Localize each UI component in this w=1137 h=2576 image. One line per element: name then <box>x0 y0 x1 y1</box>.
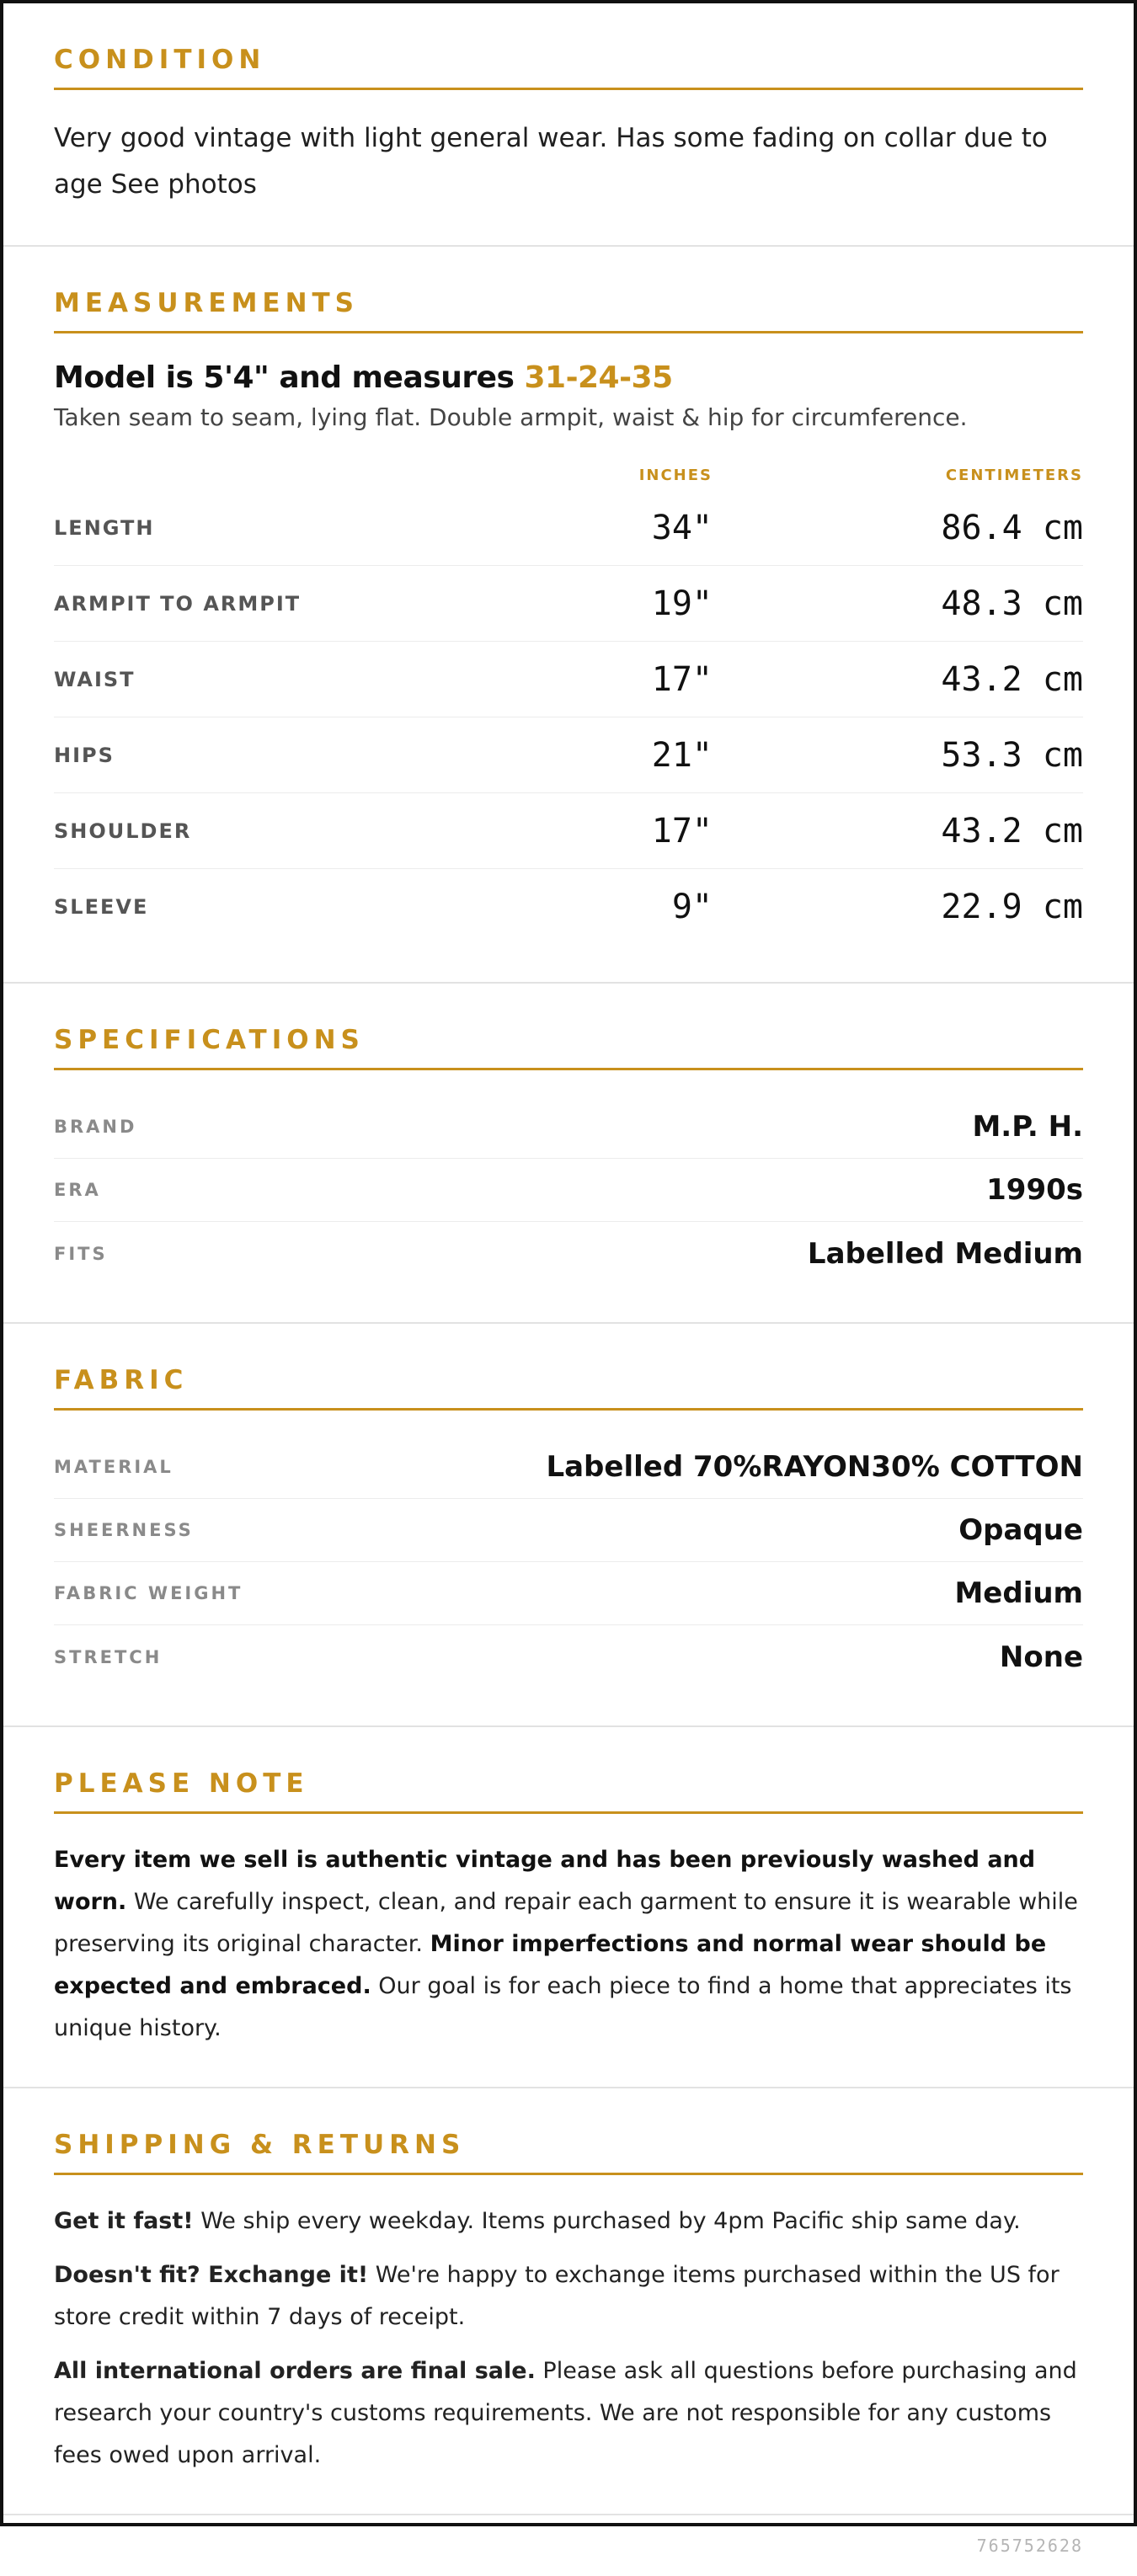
specifications-heading: SPECIFICATIONS <box>54 1024 1083 1070</box>
note-bold-2: Minor imperfections and normal wear should be expected and embraced. <box>54 1931 1047 1999</box>
note-text-2: Our goal is for each piece to find a home that appreciates its unique history. <box>54 1973 1072 2041</box>
fabric-heading: FABRIC <box>54 1364 1083 1411</box>
list-item <box>54 1159 1083 1222</box>
table-row <box>54 869 1083 945</box>
product-code: 765752628 <box>976 2536 1083 2556</box>
measurement-label: HIPS <box>54 743 115 767</box>
measurement-cm: 22.9 cm <box>941 888 1083 926</box>
measurement-cm: 43.2 cm <box>941 811 1083 851</box>
fabric-key: FABRIC WEIGHT <box>54 1583 243 1603</box>
model-prefix: Model is 5'4" and measures <box>54 360 525 395</box>
specifications-list <box>54 1096 1083 1285</box>
measurement-inches: 9" <box>671 888 713 926</box>
measurements-subtitle: Taken seam to seam, lying flat. Double armpit, waist & hip for circumference. <box>54 403 968 431</box>
measurement-cm: 48.3 cm <box>941 584 1083 623</box>
model-measures-value: 31-24-35 <box>524 360 673 395</box>
shipping-item-text: Please ask all questions before purchasing and research your country's customs requirements. We are not responsible for any customs fees owed upon arrival. <box>54 2358 1077 2468</box>
table-row <box>54 490 1083 566</box>
condition-section <box>3 3 1134 247</box>
measurement-inches: 17" <box>651 811 713 851</box>
measurements-section <box>3 247 1134 984</box>
table-row <box>54 793 1083 869</box>
measurement-label: SLEEVE <box>54 895 149 919</box>
fabric-key: STRETCH <box>54 1646 163 1667</box>
measurement-label: SHOULDER <box>54 819 192 843</box>
list-item <box>54 1436 1083 1499</box>
spec-value: 1990s <box>986 1173 1083 1207</box>
fabric-value: None <box>999 1640 1083 1674</box>
fabric-value: Medium <box>954 1576 1083 1610</box>
shipping-item-bold: All international orders are final sale. <box>54 2358 536 2384</box>
specifications-section <box>3 984 1134 1324</box>
fabric-key: MATERIAL <box>54 1457 173 1477</box>
measurement-inches: 17" <box>651 659 713 699</box>
shipping-item <box>54 2254 1083 2339</box>
spec-key: FITS <box>54 1243 108 1264</box>
measurement-label: LENGTH <box>54 515 155 540</box>
model-measures-line <box>54 359 1083 397</box>
spec-key: BRAND <box>54 1117 137 1137</box>
measurements-heading: MEASUREMENTS <box>54 287 1083 333</box>
shipping-item-text: We're happy to exchange items purchased within the US for store credit within 7 days of receipt. <box>54 2262 1060 2330</box>
measurement-inches: 21" <box>651 735 713 775</box>
measurement-cm: 86.4 cm <box>941 508 1083 547</box>
shipping-returns-section <box>3 2088 1134 2515</box>
spec-value: M.P. H. <box>972 1110 1083 1144</box>
measurement-cm: 53.3 cm <box>941 735 1083 775</box>
fabric-value: Labelled 70%RAYON30% COTTON <box>546 1450 1083 1484</box>
centimeters-column-header: CENTIMETERS <box>945 466 1083 484</box>
please-note-text <box>54 1839 1083 2050</box>
list-item <box>54 1625 1083 1688</box>
condition-heading: CONDITION <box>54 44 1083 90</box>
shipping-item-bold: Doesn't fit? Exchange it! <box>54 2262 369 2288</box>
measurement-inches: 19" <box>651 584 713 623</box>
fabric-section <box>3 1324 1134 1727</box>
measurement-label: WAIST <box>54 667 136 691</box>
table-row <box>54 642 1083 717</box>
fabric-key: SHEERNESS <box>54 1520 194 1540</box>
list-item <box>54 1222 1083 1285</box>
shipping-item <box>54 2350 1083 2477</box>
note-bold-1: Every item we sell is authentic vintage and has been previously washed and worn. <box>54 1847 1036 1915</box>
list-item <box>54 1499 1083 1562</box>
please-note-section <box>3 1727 1134 2088</box>
spec-value: Labelled Medium <box>807 1236 1083 1271</box>
inches-column-header: INCHES <box>638 466 713 484</box>
fabric-list <box>54 1436 1083 1688</box>
list-item <box>54 1096 1083 1159</box>
condition-text: Very good vintage with light general wear. Has some fading on collar due to age See photos <box>54 123 1048 200</box>
shipping-item-bold: Get it fast! <box>54 2208 194 2234</box>
measurement-cm: 43.2 cm <box>941 659 1083 699</box>
shipping-returns-heading: SHIPPING & RETURNS <box>54 2129 1083 2175</box>
shipping-item-text: We ship every weekday. Items purchased by 4pm Pacific ship same day. <box>193 2208 1021 2234</box>
measurements-header-row <box>54 460 1083 490</box>
please-note-heading: PLEASE NOTE <box>54 1768 1083 1814</box>
note-text-1: We carefully inspect, clean, and repair each garment to ensure it is wearable while preserving its original character. <box>54 1889 1078 1957</box>
measurement-inches: 34" <box>651 508 713 547</box>
table-row <box>54 717 1083 793</box>
spec-key: ERA <box>54 1180 101 1200</box>
list-item <box>54 1562 1083 1625</box>
table-row <box>54 566 1083 642</box>
fabric-value: Opaque <box>958 1513 1083 1547</box>
shipping-item <box>54 2200 1083 2243</box>
measurement-label: ARMPIT TO ARMPIT <box>54 591 302 616</box>
measurements-table <box>54 460 1083 945</box>
